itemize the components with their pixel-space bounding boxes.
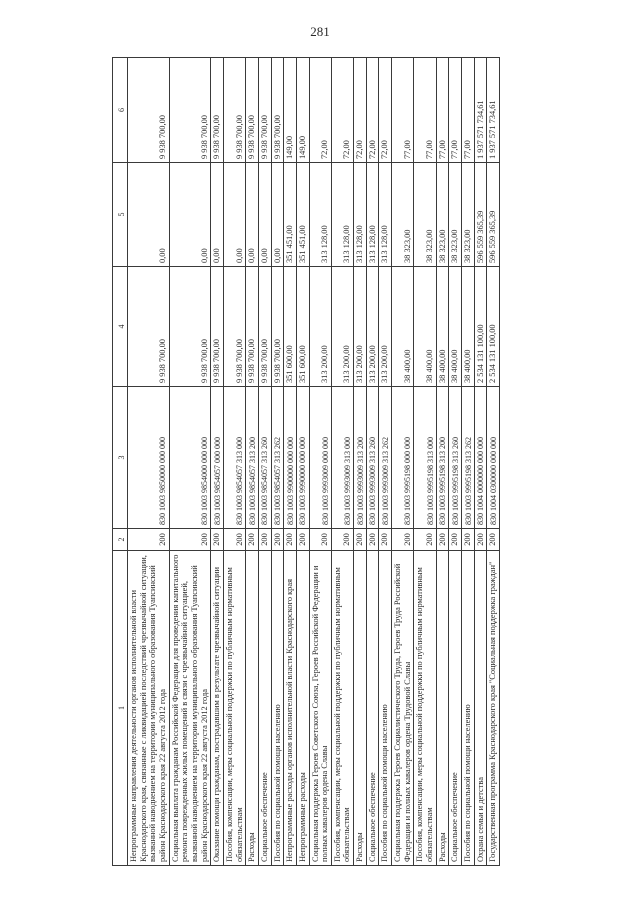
row-name-cell: Непрограммные направления деятельности органов исполнительной власти Краснодарского края, связанные с ликвидацией последствий чрезвычайной ситуации, вызванной наводнением на территории муниципального образования Туапсинский район Краснодарского края 22 августа 2012 года (128, 551, 170, 866)
row-classification-cell: 830 1003 9854000 000 000 (169, 387, 211, 529)
row-classification-cell: 830 1003 9993009 313 000 (331, 387, 353, 529)
row-code-cell: 200 (296, 529, 309, 551)
row-executed-cell: 38 323,00 (436, 163, 449, 267)
row-classification-cell: 830 1003 9854057 313 200 (246, 387, 259, 529)
table-row (474, 58, 487, 866)
row-remainder-cell: 9 938 700,00 (223, 58, 245, 163)
table-row (487, 58, 500, 866)
row-code-cell: 200 (392, 529, 414, 551)
row-executed-cell: 0,00 (211, 163, 224, 267)
row-name-cell: Государственная программа Краснодарского края "Социальная поддержка граждан" (487, 551, 500, 866)
row-code-cell: 200 (271, 529, 284, 551)
row-code-cell: 200 (211, 529, 224, 551)
row-remainder-cell: 9 938 700,00 (258, 58, 271, 163)
row-code-cell: 200 (331, 529, 353, 551)
row-classification-cell: 830 1003 9990000 000 000 (296, 387, 309, 529)
budget-table (112, 57, 500, 866)
row-remainder-cell: 9 938 700,00 (271, 58, 284, 163)
table-row (284, 58, 297, 866)
column-header: 4 (113, 267, 128, 387)
table-row (309, 58, 331, 866)
row-amount-cell: 9 938 700,00 (246, 267, 259, 387)
table-row (258, 58, 271, 866)
row-classification-cell: 830 1003 9993009 313 262 (379, 387, 392, 529)
row-name-cell: Социальная поддержка Героев Советского Союза, Героев Российской Федерации и полных кавалеров ордена Славы (309, 551, 331, 866)
row-remainder-cell: 9 938 700,00 (128, 58, 170, 163)
row-remainder-cell: 149,00 (296, 58, 309, 163)
row-amount-cell: 313 200,00 (366, 267, 379, 387)
row-code-cell: 200 (258, 529, 271, 551)
row-amount-cell: 38 400,00 (392, 267, 414, 387)
row-amount-cell: 313 200,00 (309, 267, 331, 387)
row-executed-cell: 0,00 (128, 163, 170, 267)
row-code-cell: 200 (309, 529, 331, 551)
row-executed-cell: 0,00 (258, 163, 271, 267)
row-remainder-cell: 9 938 700,00 (169, 58, 211, 163)
row-code-cell: 200 (449, 529, 462, 551)
row-amount-cell: 313 200,00 (354, 267, 367, 387)
row-classification-cell: 830 1004 0300000 000 000 (487, 387, 500, 529)
row-amount-cell: 351 600,00 (296, 267, 309, 387)
row-name-cell: Расходы (354, 551, 367, 866)
table-row (331, 58, 353, 866)
row-executed-cell: 38 323,00 (449, 163, 462, 267)
table-row (296, 58, 309, 866)
row-code-cell: 200 (436, 529, 449, 551)
row-code-cell: 200 (128, 529, 170, 551)
row-name-cell: Непрограммные расходы (296, 551, 309, 866)
row-executed-cell: 596 559 365,39 (474, 163, 487, 267)
row-amount-cell: 9 938 700,00 (223, 267, 245, 387)
table-row (211, 58, 224, 866)
row-amount-cell: 2 534 131 100,00 (487, 267, 500, 387)
row-executed-cell: 38 323,00 (392, 163, 414, 267)
row-name-cell: Расходы (436, 551, 449, 866)
row-remainder-cell: 72,00 (354, 58, 367, 163)
row-name-cell: Пособия, компенсации, меры социальной поддержки по публичным нормативным обязательствам (223, 551, 245, 866)
row-amount-cell: 38 400,00 (462, 267, 475, 387)
row-classification-cell: 830 1003 9993009 313 260 (366, 387, 379, 529)
row-classification-cell: 830 1003 9993009 000 000 (309, 387, 331, 529)
row-remainder-cell: 72,00 (331, 58, 353, 163)
row-code-cell: 200 (462, 529, 475, 551)
row-amount-cell: 9 938 700,00 (258, 267, 271, 387)
row-name-cell: Пособия по социальной помощи населению (271, 551, 284, 866)
row-remainder-cell: 1 937 571 734,61 (487, 58, 500, 163)
row-name-cell: Оказание помощи гражданам, пострадавшим в результате чрезвычайной ситуации (211, 551, 224, 866)
row-amount-cell: 38 400,00 (436, 267, 449, 387)
row-name-cell: Непрограммные расходы органов исполнительной власти Краснодарского края (284, 551, 297, 866)
row-code-cell: 200 (474, 529, 487, 551)
row-executed-cell: 313 128,00 (331, 163, 353, 267)
row-executed-cell: 38 323,00 (414, 163, 436, 267)
row-name-cell: Расходы (246, 551, 259, 866)
row-remainder-cell: 1 937 571 734,61 (474, 58, 487, 163)
row-executed-cell: 596 559 365,39 (487, 163, 500, 267)
row-name-cell: Пособия, компенсации, меры социальной поддержки по публичным нормативным обязательствам (414, 551, 436, 866)
row-name-cell: Социальное обеспечение (258, 551, 271, 866)
row-remainder-cell: 9 938 700,00 (211, 58, 224, 163)
table-row (462, 58, 475, 866)
table-row (379, 58, 392, 866)
row-classification-cell: 830 1003 9850000 000 000 (128, 387, 170, 529)
table-row (169, 58, 211, 866)
row-amount-cell: 313 200,00 (331, 267, 353, 387)
row-code-cell: 200 (414, 529, 436, 551)
row-executed-cell: 0,00 (246, 163, 259, 267)
row-code-cell: 200 (379, 529, 392, 551)
table-row (271, 58, 284, 866)
row-remainder-cell: 77,00 (392, 58, 414, 163)
row-executed-cell: 0,00 (169, 163, 211, 267)
header-row (113, 58, 128, 866)
table-row (223, 58, 245, 866)
row-classification-cell: 830 1003 9900000 000 000 (284, 387, 297, 529)
row-classification-cell: 830 1004 0000000 000 000 (474, 387, 487, 529)
row-name-cell: Социальная выплата гражданам Российской Федерации для проведения капитального ремонта поврежденных жилых помещений в связи с чрезвычайной ситуацией, вызванной наводнением на территории муниципального образования Туапсинский район Краснодарского края 22 августа 2012 года (169, 551, 211, 866)
row-remainder-cell: 77,00 (462, 58, 475, 163)
row-remainder-cell: 72,00 (309, 58, 331, 163)
row-remainder-cell: 9 938 700,00 (246, 58, 259, 163)
table-row (436, 58, 449, 866)
row-amount-cell: 9 938 700,00 (211, 267, 224, 387)
row-classification-cell: 830 1003 9995198 000 000 (392, 387, 414, 529)
row-amount-cell: 9 938 700,00 (169, 267, 211, 387)
row-classification-cell: 830 1003 9854057 313 262 (271, 387, 284, 529)
table-row (414, 58, 436, 866)
row-remainder-cell: 72,00 (366, 58, 379, 163)
row-executed-cell: 313 128,00 (309, 163, 331, 267)
page-number: 281 (310, 24, 330, 39)
row-amount-cell: 9 938 700,00 (271, 267, 284, 387)
row-executed-cell: 38 323,00 (462, 163, 475, 267)
row-executed-cell: 313 128,00 (354, 163, 367, 267)
table-row (392, 58, 414, 866)
table-row (449, 58, 462, 866)
row-classification-cell: 830 1003 9854057 000 000 (211, 387, 224, 529)
column-header: 1 (113, 551, 128, 866)
table-row (246, 58, 259, 866)
column-header: 3 (113, 387, 128, 529)
row-amount-cell: 9 938 700,00 (128, 267, 170, 387)
row-amount-cell: 38 400,00 (414, 267, 436, 387)
row-executed-cell: 351 451,00 (296, 163, 309, 267)
row-remainder-cell: 72,00 (379, 58, 392, 163)
row-code-cell: 200 (169, 529, 211, 551)
row-amount-cell: 38 400,00 (449, 267, 462, 387)
row-amount-cell: 351 600,00 (284, 267, 297, 387)
row-executed-cell: 351 451,00 (284, 163, 297, 267)
row-classification-cell: 830 1003 9995198 313 262 (462, 387, 475, 529)
row-name-cell: Пособия по социальной помощи населению (462, 551, 475, 866)
row-executed-cell: 0,00 (223, 163, 245, 267)
row-classification-cell: 830 1003 9995198 313 200 (436, 387, 449, 529)
row-classification-cell: 830 1003 9995198 313 260 (449, 387, 462, 529)
row-name-cell: Пособия по социальной помощи населению (379, 551, 392, 866)
row-name-cell: Охрана семьи и детства (474, 551, 487, 866)
row-name-cell: Пособия, компенсации, меры социальной поддержки по публичным нормативным обязательствам (331, 551, 353, 866)
row-code-cell: 200 (223, 529, 245, 551)
row-executed-cell: 313 128,00 (366, 163, 379, 267)
row-code-cell: 200 (487, 529, 500, 551)
row-code-cell: 200 (246, 529, 259, 551)
row-code-cell: 200 (284, 529, 297, 551)
row-code-cell: 200 (366, 529, 379, 551)
row-remainder-cell: 77,00 (449, 58, 462, 163)
row-amount-cell: 313 200,00 (379, 267, 392, 387)
row-remainder-cell: 149,00 (284, 58, 297, 163)
table-row (366, 58, 379, 866)
row-remainder-cell: 77,00 (414, 58, 436, 163)
row-code-cell: 200 (354, 529, 367, 551)
row-name-cell: Социальное обеспечение (449, 551, 462, 866)
row-classification-cell: 830 1003 9854057 313 260 (258, 387, 271, 529)
row-executed-cell: 313 128,00 (379, 163, 392, 267)
row-name-cell: Социальное обеспечение (366, 551, 379, 866)
row-classification-cell: 830 1003 9854057 313 000 (223, 387, 245, 529)
table-row (128, 58, 170, 866)
row-executed-cell: 0,00 (271, 163, 284, 267)
row-name-cell: Социальная поддержка Героев Социалистического Труда, Героев Труда Российской Федерации и полных кавалеров ордена Трудовой Славы (392, 551, 414, 866)
rotated-table-container (112, 58, 612, 866)
row-classification-cell: 830 1003 9993009 313 200 (354, 387, 367, 529)
column-header: 5 (113, 163, 128, 267)
column-header: 6 (113, 58, 128, 163)
row-classification-cell: 830 1003 9995198 313 000 (414, 387, 436, 529)
table-row (354, 58, 367, 866)
column-header: 2 (113, 529, 128, 551)
row-amount-cell: 2 534 131 100,00 (474, 267, 487, 387)
row-remainder-cell: 77,00 (436, 58, 449, 163)
